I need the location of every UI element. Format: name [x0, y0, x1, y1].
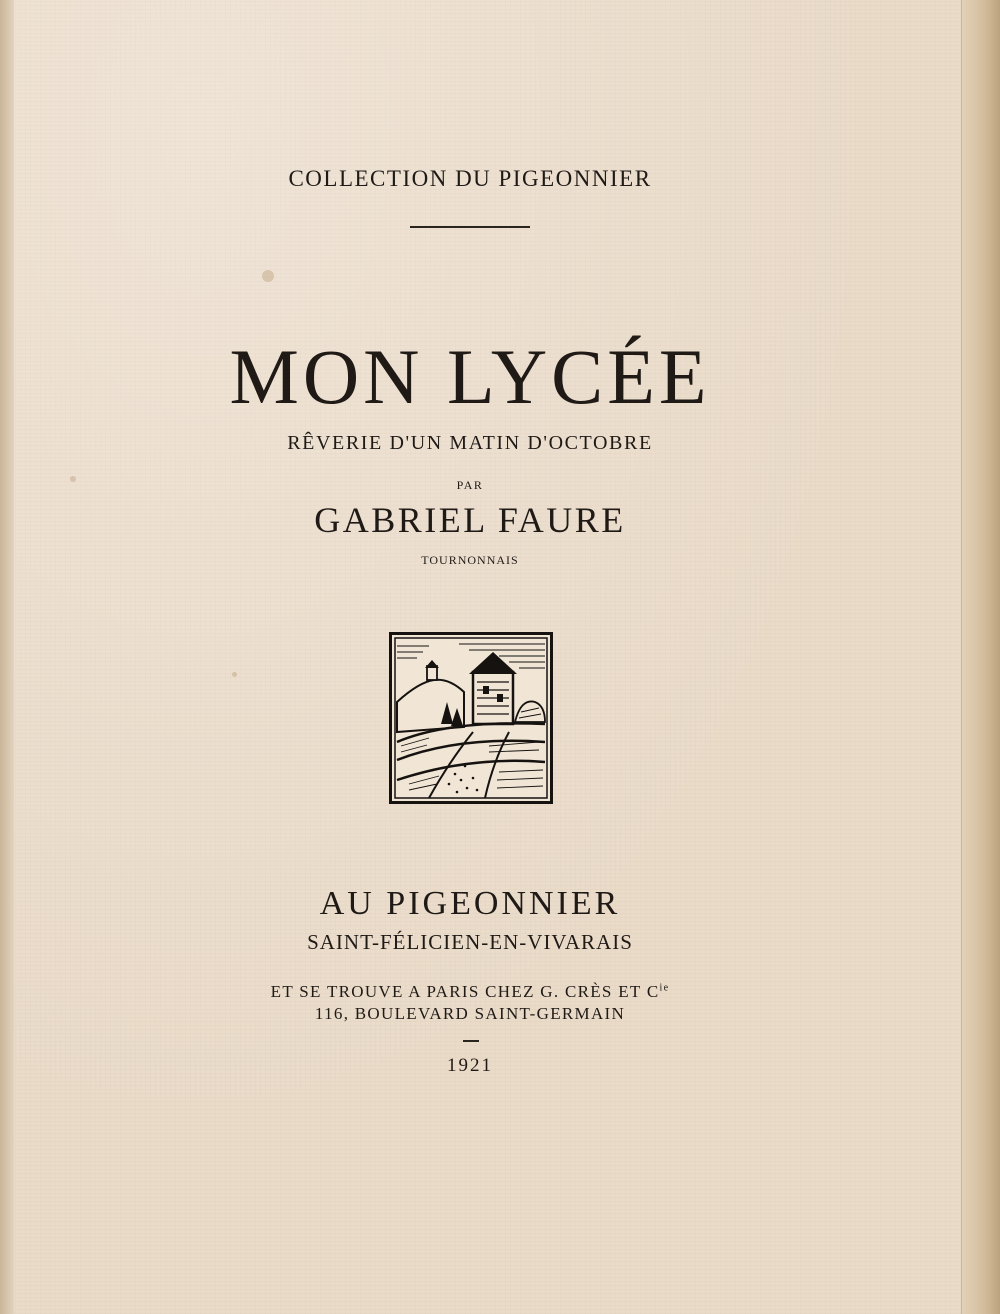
distribution-line-2: 116, BOULEVARD SAINT-GERMAIN	[314, 1004, 626, 1023]
publisher-name: AU PIGEONNIER	[319, 885, 621, 922]
author-origin: TOURNONNAIS	[421, 553, 519, 567]
paper-right-edge	[961, 0, 1000, 1314]
author-name: GABRIEL FAURE	[314, 500, 626, 540]
publication-year: 1921	[447, 1055, 493, 1076]
pigeon-tower-landscape-woodcut-icon	[389, 632, 553, 804]
foxing-spot	[232, 672, 237, 677]
book-title: MON LYCÉE	[229, 333, 711, 420]
distribution-superscript: ie	[659, 982, 670, 994]
book-subtitle: RÊVERIE D'UN MATIN D'OCTOBRE	[287, 432, 653, 454]
publisher-place: SAINT-FÉLICIEN-EN-VIVARAIS	[307, 930, 633, 954]
divider-rule	[410, 226, 530, 228]
small-divider-rule	[463, 1040, 479, 1042]
paper-left-edge	[0, 0, 14, 1314]
distribution-line-1	[0, 982, 940, 1002]
foxing-spot	[262, 270, 274, 282]
distribution-line-1-text: ET SE TROUVE A PARIS CHEZ G. CRÈS ET C	[270, 982, 660, 1001]
by-label: PAR	[456, 478, 484, 492]
collection-name: COLLECTION DU PIGEONNIER	[288, 166, 652, 191]
